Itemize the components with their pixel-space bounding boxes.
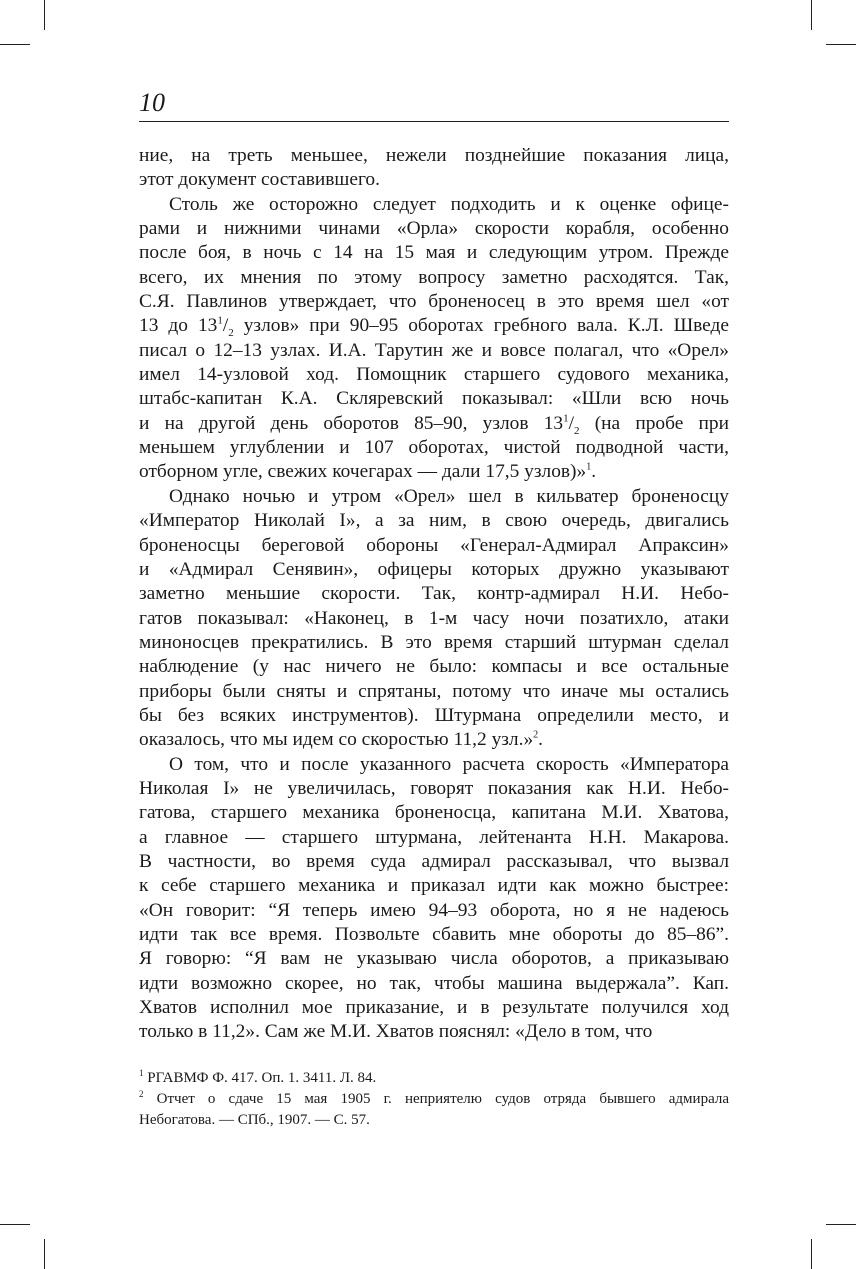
text-fragment: . — [591, 461, 597, 483]
fraction-slash: / — [568, 412, 574, 434]
fraction-numerator: 1 — [217, 314, 223, 327]
crop-mark — [0, 44, 30, 45]
crop-mark — [826, 44, 856, 45]
text-line: Столь же осторожно следует подходить и к оценке офице- — [169, 193, 729, 215]
text-line: идти так все время. Позвольте сбавить мне обороты до 85–86”. — [139, 924, 729, 945]
paragraph — [139, 485, 729, 753]
text-line: наблюдение (у нас ничего не было: компасы и все остальные — [139, 656, 729, 678]
text-line: имел 14-узловой ход. Помощник старшего судового механика, — [139, 364, 729, 386]
footnote-reference: 2 — [533, 729, 539, 741]
footnote-text: Отчет о сдаче 15 мая 1905 г. неприятелю судов отряда бывшего адмирала — [156, 1091, 730, 1107]
text-line: только в 11,2». Сам же М.И. Хватов пояснял: «Дело в том, что — [139, 1021, 653, 1043]
text-fragment: узлов» при 90–95 оборотах гребного вала. К.Л. Шведе — [233, 315, 729, 337]
text-line: «Он говорит: “Я теперь имею 94–93 оборота, но я не надеюсь — [139, 899, 729, 921]
text-line: ние, на треть меньшее, нежели позднейшие показания лица, — [139, 145, 729, 166]
fraction-denominator: 2 — [574, 424, 580, 437]
footnote-line — [139, 1068, 729, 1089]
text-line: меньшем углублении и 107 оборотах, чистой подводной части, — [139, 437, 729, 459]
text-fragment: оказалось, что мы идем со скоростью 11,2 узл.» — [139, 729, 534, 751]
body-text — [139, 144, 729, 1045]
crop-mark — [44, 0, 45, 30]
text-line: В частности, во время суда адмирал рассказывал, что вызвал — [139, 850, 729, 872]
footnote — [139, 1089, 729, 1131]
text-line: Однако ночью и утром «Орел» шел в кильватер броненосцу — [169, 485, 729, 507]
crop-mark — [0, 1224, 30, 1225]
text-line: этот документ составившего. — [139, 169, 380, 191]
text-line: писал о 12–13 узлах. И.А. Тарутин же и вовсе полагал, что «Орел» — [139, 339, 729, 361]
footnotes — [139, 1068, 729, 1131]
crop-mark — [44, 1239, 45, 1269]
text-line: О том, что и после указанного расчета скорость «Императора — [169, 753, 729, 775]
text-line: штабс-капитан К.А. Скляревский показывал: «Шли всю ночь — [139, 388, 729, 410]
text-fragment: и на другой день оборотов 85–90, узлов 13 — [139, 412, 564, 434]
text-line: рами и нижними чинами «Орла» скорости корабля, особенно — [139, 218, 729, 240]
text-line: Я говорю: “Я вам не указываю числа оборотов, а приказываю — [139, 948, 729, 970]
text-line: броненосцы береговой обороны «Генерал-Адмирал Апраксин» — [139, 534, 729, 556]
text-line: Николая I» не увеличилась, говорят показания как Н.И. Небо- — [139, 777, 729, 799]
text-line — [139, 728, 729, 752]
text-line: бы без всяких инструментов). Штурмана определили место, и — [139, 704, 729, 726]
text-line: гатов показывал: «Наконец, в 1-м часу ночи позатихло, атаки — [139, 607, 729, 629]
text-line: всего, их мнения по этому вопросу заметно расходятся. Так, — [139, 266, 729, 288]
text-line: а главное — старшего штурмана, лейтенанта Н.Н. Макарова. — [139, 826, 729, 848]
text-line: заметно меньшие скорости. Так, контр-адмирал Н.И. Небо- — [139, 583, 729, 605]
paragraph — [139, 144, 729, 193]
page-number: 10 — [139, 88, 165, 117]
footnote-line — [139, 1089, 729, 1110]
text-fragment: отборном угле, свежих кочегарах — дали 17,5 узлов)» — [139, 461, 587, 483]
text-fragment: (на пробе при — [579, 412, 729, 434]
footnote — [139, 1068, 729, 1089]
text-line: и «Адмирал Сенявин», офицеры которых дружно указывают — [139, 558, 729, 580]
footnote-text: Небогатова. — СПб., 1907. — С. 57. — [139, 1112, 370, 1128]
text-line: после боя, в ночь с 14 на 15 мая и следующим утром. Прежде — [139, 242, 729, 264]
text-line: «Император Николай I», а за ним, в свою очередь, двигались — [139, 510, 729, 532]
text-fragment: 13 до 13 — [139, 315, 218, 337]
paragraph — [139, 193, 729, 485]
text-line: идти возможно скорее, но так, чтобы машина выдержала”. Кап. — [139, 972, 729, 994]
fraction-slash: / — [222, 315, 229, 337]
crop-mark — [811, 1239, 812, 1269]
text-fragment: . — [538, 729, 544, 751]
footnote-mark: 2 — [139, 1089, 144, 1099]
text-line: приборы были сняты и спрятаны, потому что иначе мы остались — [139, 680, 729, 702]
footnote-mark: 1 — [139, 1068, 144, 1078]
crop-mark — [826, 1224, 856, 1225]
fraction-denominator: 2 — [228, 327, 234, 340]
footnote-line — [139, 1110, 729, 1131]
fraction-numerator: 1 — [563, 412, 569, 425]
text-line — [139, 314, 729, 338]
text-line: к себе старшего механика и приказал идти как можно быстрее: — [139, 875, 729, 897]
crop-mark — [811, 0, 812, 30]
footnote-text: РГАВМФ Ф. 417. Оп. 1. 3411. Л. 84. — [147, 1070, 377, 1086]
text-line: С.Я. Павлинов утверждает, что броненосец в это время шел «от — [139, 291, 729, 313]
header-rule — [139, 121, 729, 122]
text-line: Хватов исполнил мое приказание, и в результате получился ход — [139, 997, 729, 1019]
text-line — [139, 460, 729, 484]
footnote-reference: 1 — [586, 462, 592, 473]
paragraph — [139, 753, 729, 1045]
text-line: гатова, старшего механика броненосца, капитана М.И. Хватова, — [139, 802, 729, 824]
text-line — [139, 412, 729, 436]
text-line: миноносцев прекратились. В это время старший штурман сделал — [139, 631, 729, 653]
